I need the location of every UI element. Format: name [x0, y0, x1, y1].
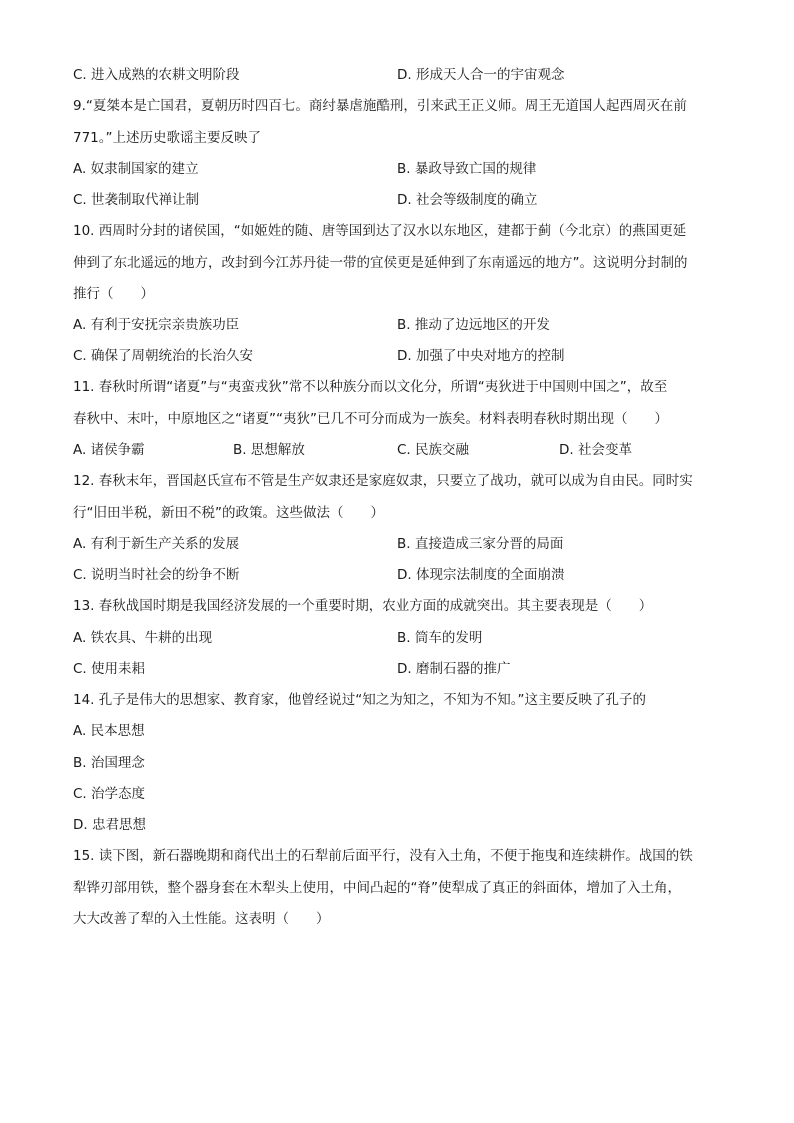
q10-stem-line-1: 10. 西周时分封的诸侯国，“如姬姓的随、唐等国到达了汉水以东地区，建都于蓟（今北京）的燕国更延 — [73, 223, 687, 239]
q10-option-a: A. 有利于安抚宗亲贵族功臣 — [73, 317, 240, 333]
q10-option-d: D. 加强了中央对地方的控制 — [397, 348, 565, 364]
q14-stem-line-1: 14. 孔子是伟大的思想家、教育家，他曾经说过“知之为知之，不知为不知。”这主要反映了孔子的 — [73, 692, 646, 708]
q10-stem-line-2: 伸到了东北遥远的地方，改封到今江苏丹徒一带的宜侯更是延伸到了东南遥远的地方”。这说明分封制的 — [73, 255, 688, 271]
q12-option-d: D. 体现宗法制度的全面崩溃 — [397, 567, 565, 583]
q13-option-c: C. 使用耒耜 — [73, 661, 146, 677]
q11-option-b: B. 思想解放 — [233, 442, 305, 458]
q9-option-a: A. 奴隶制国家的建立 — [73, 161, 199, 177]
q13-option-a: A. 铁农具、牛耕的出现 — [73, 630, 213, 646]
q11-option-c: C. 民族交融 — [397, 442, 470, 458]
q14-option-a: A. 民本思想 — [73, 723, 145, 739]
q14-option-d: D. 忠君思想 — [73, 817, 146, 833]
q12-stem-line-1: 12. 春秋末年，晋国赵氏宣布不管是生产奴隶还是家庭奴隶，只要立了战功，就可以成为自由民。同时实 — [73, 473, 693, 489]
q11-option-a: A. 诸侯争霸 — [73, 442, 145, 458]
q13-option-b: B. 筒车的发明 — [397, 630, 483, 646]
q10-option-c: C. 确保了周朝统治的长治久安 — [73, 348, 254, 364]
q13-option-d: D. 磨制石器的推广 — [397, 661, 511, 677]
q13-stem-line-1: 13. 春秋战国时期是我国经济发展的一个重要时期，农业方面的成就突出。其主要表现是（ ） — [73, 598, 653, 614]
q10-option-b: B. 推动了边远地区的开发 — [397, 317, 550, 333]
q9-stem-line-2: 771。”上述历史歌谣主要反映了 — [73, 130, 262, 146]
q9-option-c: C. 世袭制取代禅让制 — [73, 192, 200, 208]
q12-option-a: A. 有利于新生产关系的发展 — [73, 536, 240, 552]
q8-option-c: C. 进入成熟的农耕文明阶段 — [73, 67, 240, 83]
q12-stem-line-2: 行“旧田半税，新田不税”的政策。这些做法（ ） — [73, 505, 384, 521]
q11-stem-line-1: 11. 春秋时所谓“诸夏”与“夷蛮戎狄”常不以种族分而以文化分，所谓“夷狄进于中国则中国之”，故至 — [73, 379, 668, 395]
q11-option-d: D. 社会变革 — [559, 442, 632, 458]
q15-stem-line-2: 犁铧刃部用铁，整个器身套在木犁头上使用，中间凸起的“脊”使犁成了真正的斜面体，增加了入土角， — [73, 880, 681, 896]
q14-option-b: B. 治国理念 — [73, 755, 145, 771]
q11-stem-line-2: 春秋中、末叶，中原地区之“诸夏”“夷狄”已几不可分而成为一族矣。材料表明春秋时期出现（ ） — [73, 411, 668, 427]
q9-option-d: D. 社会等级制度的确立 — [397, 192, 538, 208]
q9-stem-line-1: 9.“夏桀本是亡国君，夏朝历时四百七。商纣暴虐施酷刑，引来武王正义师。周王无道国人起西周灭在前 — [73, 98, 687, 114]
q14-option-c: C. 治学态度 — [73, 786, 146, 802]
q12-option-c: C. 说明当时社会的纷争不断 — [73, 567, 240, 583]
q10-stem-line-3: 推行（ ） — [73, 286, 154, 302]
q12-option-b: B. 直接造成三家分晋的局面 — [397, 536, 564, 552]
q9-option-b: B. 暴政导致亡国的规律 — [397, 161, 537, 177]
q15-stem-line-3: 大大改善了犁的入土性能。这表明（ ） — [73, 911, 330, 927]
q8-option-d: D. 形成天人合一的宇宙观念 — [397, 67, 565, 83]
q15-stem-line-1: 15. 读下图，新石器晚期和商代出土的石犁前后面平行，没有入土角，不便于拖曳和连续耕作。战国的铁 — [73, 848, 693, 864]
